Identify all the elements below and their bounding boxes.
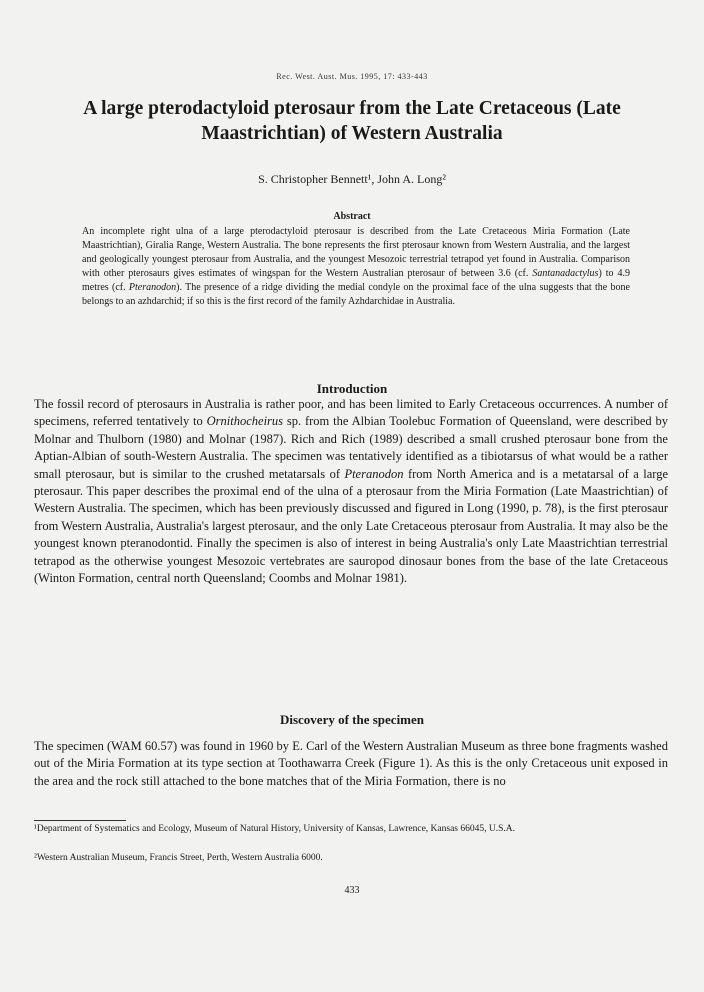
- footnote-affiliation-1: ¹Department of Systematics and Ecology, Museum of Natural History, University of Kansas, Lawrence, Kansas 66045, U.S.A.: [34, 824, 515, 834]
- paragraph-text: The fossil record of pterosaurs in Australia is rather poor, and has been limited to Early Cretaceous occurrences. A number of specimens, referred tentatively to: [34, 397, 668, 429]
- introduction-heading: Introduction: [316, 381, 388, 396]
- abstract-heading: Abstract: [333, 211, 371, 222]
- footnote-divider: [34, 820, 126, 821]
- abstract-text-part: An incomplete right ulna of a large pterodactyloid pterosaur is described from the Late Cretaceous Miria Formation (Late Maastrichtian), Giralia Range, Western Australia. The bone represents the first pterosaur known from Western Australia, and the largest and geologically youngest pterosaur from Australia, and the youngest Mesozoic terrestrial tetrapod yet found in Australia. Comparison with other pterosaurs gives estimates of wingspan for the Western Australian pterosaur of between 3.6 (cf.: [82, 226, 630, 279]
- abstract-text-part: ). The presence of a ridge dividing the medial condyle on the proximal face of the ulna suggests that the bone belongs to an azhdarchid; if so this is the first record of the family Azhdarchidae in Australia.: [82, 282, 630, 307]
- abstract-text-part: ) to 4.9 metres (cf.: [82, 268, 631, 293]
- authors-line: S. Christopher Bennett¹, John A. Long²: [258, 172, 446, 186]
- genus-name: Pteranodon: [344, 466, 404, 481]
- page-number: 433: [344, 885, 360, 896]
- footnote-affiliation-2: ²Western Australian Museum, Francis Street, Perth, Western Australia 6000.: [34, 853, 323, 863]
- discovery-paragraph: The specimen (WAM 60.57) was found in 1960 by E. Carl of the Western Australian Museum as three bone fragments washed out of the Miria Formation at its type section at Toothawarra Creek (Figure 1). As this is the only Cretaceous unit exposed in the area and the rock still attached to the bone matches that of the Miria Formation, there is no: [34, 739, 668, 788]
- genus-name: Pteranodon: [128, 282, 177, 293]
- genus-name: Santanadactylus: [532, 268, 599, 279]
- genus-name: Ornithocheirus: [206, 414, 284, 429]
- journal-reference: Rec. West. Aust. Mus. 1995, 17: 433-443: [276, 72, 428, 81]
- paper-title: A large pterodactyloid pterosaur from the Late Cretaceous (Late Maastrichtian) of Western Australia: [83, 98, 621, 144]
- paragraph-text: from North America and is a metatarsal of a large pterosaur. This paper describes the proximal end of the ulna of a pterosaur from the Miria Formation (Late Maastrichtian) of Western Australia. The specimen, which has been previously discussed and figured in Long (1990, p. 78), is the first pterosaur from Western Australia, Australia's largest pterosaur, and the only Late Cretaceous pterosaur from Australia. It may also be the youngest known pteranodontid. Finally the specimen is also of interest in being Australia's only Late Maastrichtian terrestrial tetrapod as the otherwise youngest Mesozoic vertebrates are sauropod dinosaur bones from the base of the late Cretaceous (Winton Formation, central north Queensland; Coombs and Molnar 1981).: [34, 466, 668, 586]
- abstract-text: [82, 225, 630, 309]
- introduction-paragraph: [34, 396, 668, 587]
- paragraph-text: sp. from the Albian Toolebuc Formation of Queensland, were described by Molnar and Thulborn (1980) and Molnar (1987). Rich and Rich (1989) described a small crushed pterosaur bone from the Aptian-Albian of south-Western Australia. The specimen was tentatively identified as a tibiotarsus of what would be a rather small pterosaur, but is similar to the crushed metatarsals of: [34, 414, 668, 481]
- discovery-heading: Discovery of the specimen: [279, 712, 425, 727]
